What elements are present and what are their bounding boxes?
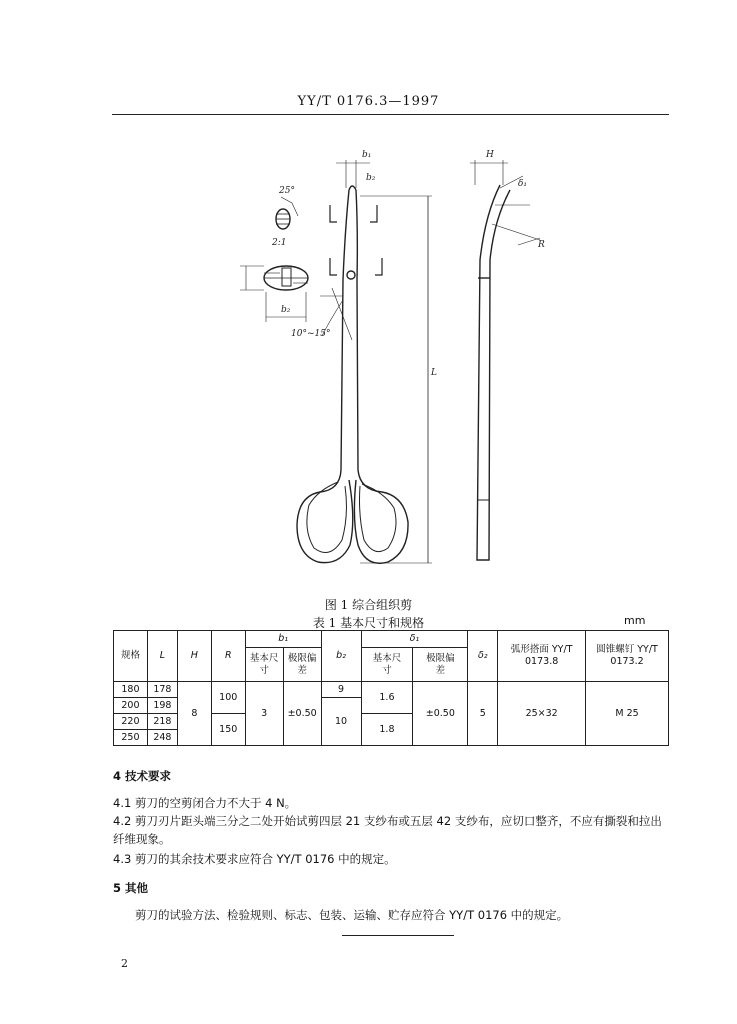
- row-l-198: 198: [147, 698, 177, 714]
- th-b1-tol: 极限偏差: [283, 648, 321, 682]
- cell-arc: 25×32: [498, 682, 586, 746]
- cell-d1-tol: ±0.50: [413, 682, 468, 746]
- table-title: 表 1 基本尺寸和规格: [312, 616, 425, 630]
- cell-b2-9: 9: [321, 682, 361, 698]
- row-l-248: 248: [147, 730, 177, 746]
- th-l: L: [147, 631, 177, 682]
- section-4-title: 4 技术要求: [113, 769, 172, 783]
- cell-d1-basic-18: 1.8: [361, 714, 413, 746]
- cell-b1-basic: 3: [245, 682, 283, 746]
- cell-b1-tol: ±0.50: [283, 682, 321, 746]
- th-r: R: [211, 631, 245, 682]
- label-delta1: δ₁: [518, 179, 528, 189]
- th-d1-basic: 基本尺寸: [361, 648, 413, 682]
- table-unit: mm: [624, 614, 646, 627]
- cell-r-100: 100: [211, 682, 245, 714]
- th-delta2: δ₂: [468, 631, 498, 682]
- th-arc: 弧形搭面 YY/T 0173.8: [498, 631, 586, 682]
- th-d1-tol: 极限偏差: [413, 648, 468, 682]
- section-5-body: 剪刀的试验方法、检验规则、标志、包装、运输、贮存应符合 YY/T 0176 中的规定。: [135, 908, 569, 922]
- row-spec-220: 220: [114, 714, 148, 730]
- label-b1-top: b₁: [362, 150, 372, 160]
- th-screw: 圆锥螺钉 YY/T 0173.2: [586, 631, 669, 682]
- spec-table: [113, 630, 669, 746]
- th-b2: b₂: [321, 631, 361, 682]
- label-ratio: 2:1: [272, 238, 287, 248]
- th-delta1: δ₁: [361, 631, 468, 648]
- cell-b2-10: 10: [321, 698, 361, 746]
- label-angle-range: 10°~15°: [291, 329, 331, 339]
- th-h: H: [177, 631, 211, 682]
- section-5-title: 5 其他: [113, 881, 149, 895]
- label-b2-side: b₂: [281, 305, 291, 315]
- pivot-screw: [347, 271, 355, 279]
- page-number: 2: [121, 957, 128, 970]
- label-r: R: [538, 240, 545, 250]
- finger-ring-left: [297, 470, 353, 563]
- label-b2-small: b₂: [366, 173, 376, 183]
- label-l: L: [431, 368, 437, 378]
- cell-d1-basic-16: 1.6: [361, 682, 413, 714]
- blade-left: [341, 190, 349, 470]
- cell-h: 8: [177, 682, 211, 746]
- cell-screw: M 25: [586, 682, 669, 746]
- row-l-218: 218: [147, 714, 177, 730]
- row-spec-250: 250: [114, 730, 148, 746]
- row-spec-200: 200: [114, 698, 148, 714]
- row-l-178: 178: [147, 682, 177, 698]
- th-b1: b₁: [245, 631, 321, 648]
- blade-right: [356, 190, 358, 470]
- row-spec-180: 180: [114, 682, 148, 698]
- th-b1-basic: 基本尺寸: [245, 648, 283, 682]
- label-angle-25: 25°: [279, 186, 295, 196]
- side-view-outline: [477, 185, 510, 560]
- section-4-1: 4.1 剪刀的空剪闭合力不大于 4 N。: [113, 796, 297, 810]
- section-4-2: 4.2 剪刀刃片距头端三分之二处开始试剪四层 21 支纱布或五层 42 支纱布，应切口整齐，不应有撕裂和拉出纤维现象。: [113, 814, 662, 846]
- cell-r-150: 150: [211, 714, 245, 746]
- figure-caption: 图 1 综合组织剪: [324, 598, 413, 612]
- cell-delta2: 5: [468, 682, 498, 746]
- end-rule: [342, 935, 454, 936]
- th-spec: 规格: [114, 631, 148, 682]
- section-4-3: 4.3 剪刀的其余技术要求应符合 YY/T 0176 中的规定。: [113, 852, 396, 866]
- label-h: H: [486, 150, 494, 160]
- standard-code-header: YY/T 0176.3—1997: [297, 94, 440, 109]
